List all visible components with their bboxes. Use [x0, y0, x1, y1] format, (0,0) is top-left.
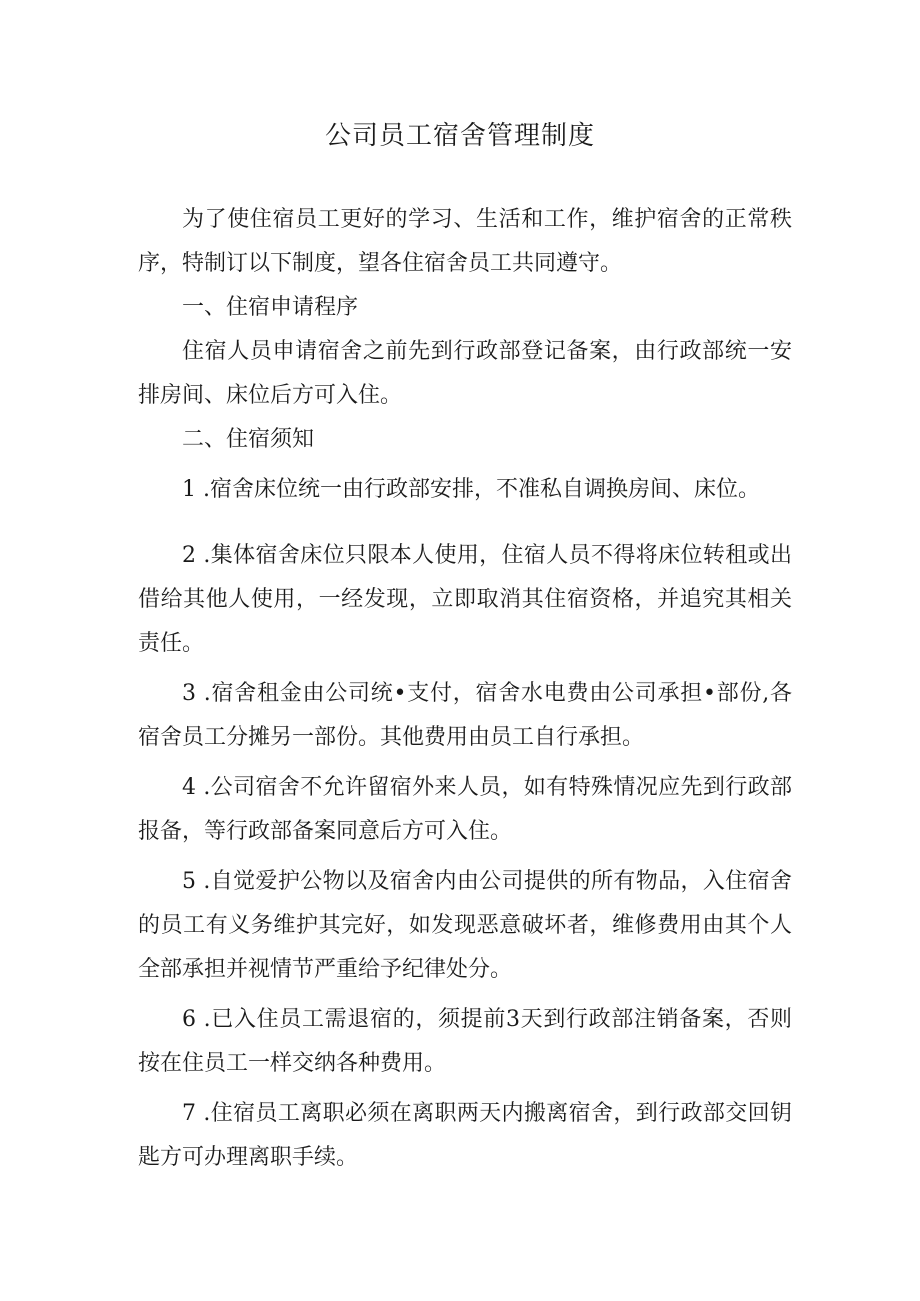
rule-number: 4 — [182, 775, 196, 800]
rule-text: .住宿员工离职必须在离职两天内搬离宿舍，到行政部交回钥匙方可办理离职手续。 — [138, 1101, 792, 1170]
rule-text: .公司宿舍不允许留宿外来人员，如有特殊情况应先到行政部报备，等行政部备案同意后方可入住。 — [138, 775, 792, 844]
rule-text: .宿舍床位统一由行政部安排，不准私自调换房间、床位。 — [203, 477, 760, 502]
rule-item-5 — [138, 860, 792, 992]
section-1-text: 住宿人员申请宿舍之前先到行政部登记备案，由行政部统一安排房间、床位后方可入住。 — [138, 339, 792, 408]
rule-number: 5 — [182, 869, 196, 894]
rule-text: .集体宿舍床位只限本人使用，住宿人员不得将床位转租或出借给其他人使用，一经发现，立即取消其住宿资格，并追究其相关责任。 — [138, 543, 792, 656]
rule-item-3 — [138, 672, 792, 760]
rule-number: 3 — [182, 681, 196, 706]
rule-text: .宿舍租金由公司统•支付，宿舍水电费由公司承担•部份,各宿舍员工分摊另一部份。其他费用由员工自行承担。 — [138, 681, 792, 750]
document-title: 公司员工宿舍管理制度 — [324, 121, 595, 151]
section-1-heading: 一、住宿申请程序 — [182, 295, 359, 320]
rule-item-4 — [138, 766, 792, 854]
rule-text: .自觉爱护公物以及宿舍内由公司提供的所有物品，入住宿舍的员工有义务维护其完好，如发现恶意破坏者，维修费用由其个人全部承担并视情节严重给予纪律处分。 — [138, 869, 792, 982]
section-2-heading: 二、住宿须知 — [182, 427, 315, 452]
rule-number: 1 — [182, 477, 196, 502]
rule-item-2 — [138, 534, 792, 666]
document-body — [138, 198, 792, 1180]
rule-text: .已入住员工需退宿的，须提前3天到行政部注销备案，否则按在住员工一样交纳各种费用。 — [138, 1007, 792, 1076]
rule-number: 6 — [182, 1007, 196, 1032]
rule-item-6 — [138, 998, 792, 1086]
rule-number: 7 — [182, 1101, 196, 1126]
intro-paragraph: 为了使住宿员工更好的学习、生活和工作，维护宿舍的正常秩序，特制订以下制度，望各住宿舍员工共同遵守。 — [138, 207, 792, 276]
rule-item-1 — [138, 468, 792, 512]
rule-number: 2 — [182, 543, 196, 568]
rule-item-7 — [138, 1092, 792, 1180]
